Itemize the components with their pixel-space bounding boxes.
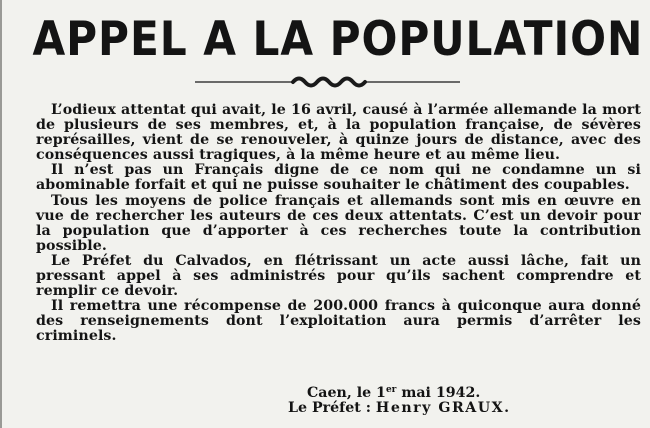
paragraph-appel-prefet: Le Préfet du Calvados, en flétrissant un acte aussi lâche, fait un pressant appel à ses administrés pour qu’ils sachent comprendre et remplir ce devoir. (36, 252, 641, 300)
notice-body (36, 103, 641, 345)
page-edge-divider (0, 0, 2, 428)
paragraph-attentat: L’odieux attentat qui avait, le 16 avril, causé à l’armée allemande la mort de plusieurs de ses membres, et, à la population française, de sévères représailles, vient de se renouveler, à quinze jours de distance, avec des conséquences aussi tragiques, à la même heure et au même lieu. (36, 102, 641, 164)
paragraph-moyens-police: Tous les moyens de police français et allemands sont mis en œuvre en vue de rechercher les auteurs de ces deux attentats. C’est un devoir pour la population que d’apporter à ces recherches toute la contribution possible. (36, 192, 641, 254)
paragraph-recompense: Il remettra une récompense de 200.000 francs à quiconque aura donné des renseignements dont l’exploitation aura permis d’arrêter les criminels. (36, 298, 641, 345)
signature-place: Caen, le 1 (307, 385, 386, 401)
signature-name: Henry GRAUX. (375, 400, 511, 416)
signature-author (0, 400, 650, 417)
signature-date-rest: mai 1942. (396, 385, 481, 401)
notice-title: APPEL A LA POPULATION (32, 12, 644, 67)
signature-day-suffix: er (385, 385, 397, 395)
signature-role: Le Préfet : (288, 400, 376, 416)
decorative-rule (195, 74, 460, 90)
paragraph-condamnation: Il n’est pas un Français digne de ce nom qui ne condamne un si abominable forfait et qui ne puisse souhaiter le châtiment des coupables. (36, 162, 641, 194)
